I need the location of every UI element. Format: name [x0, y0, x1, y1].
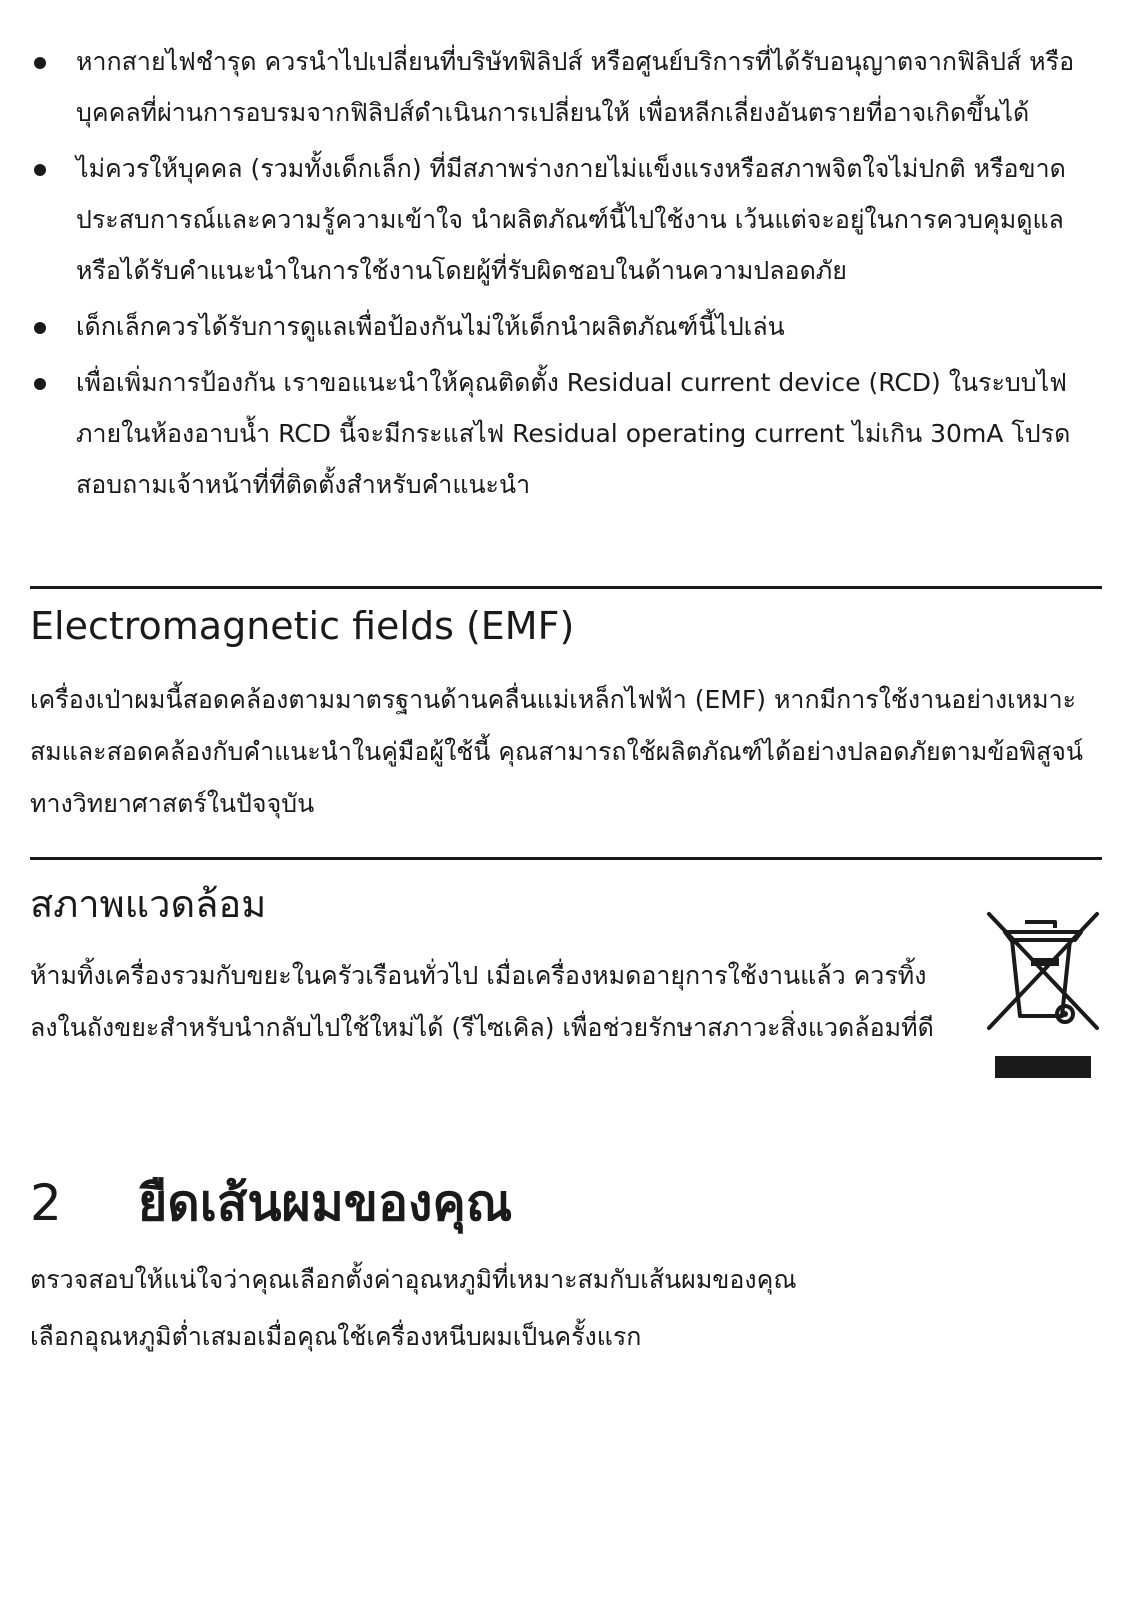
- emf-paragraph: เครื่องเป่าผมนี้สอดคล้องตามมาตรฐานด้านคลื่นแม่เหล็กไฟฟ้า (EMF) หากมีการใช้งานอย่างเหมาะสมและสอดคล้องกับคำแนะนำในคู่มือผู้ใช้นี้ คุณสามารถใช้ผลิตภัณฑ์ได้อย่างปลอดภัยตามข้อพิสูจน์ทางวิทยาศาสตร์ในปัจจุบัน: [30, 685, 1083, 818]
- safety-bullet-text: เด็กเล็กควรได้รับการดูแลเพื่อป้องกันไม่ให้เด็กนำผลิตภัณฑ์นี้ไปเล่น: [76, 312, 785, 341]
- safety-bullet: [30, 301, 1105, 352]
- chapter-line: ตรวจสอบให้แน่ใจว่าคุณเลือกตั้งค่าอุณหภูมิที่เหมาะสมกับเส้นผมของคุณ: [30, 1265, 797, 1294]
- chapter-title: ยืดเส้นผมของคุณ: [138, 1174, 513, 1232]
- safety-bullet: [30, 357, 1105, 510]
- safety-bullet-text: เพื่อเพิ่มการป้องกัน เราขอแนะนำให้คุณติดตั้ง Residual current device (RCD) ในระบบไฟภายในห้องอาบน้ำ RCD นี้จะมีกระแสไฟ Residual operating current ไม่เกิน 30mA โปรดสอบถามเจ้าหน้าที่ที่ติดตั้งสำหรับคำแนะนำ: [76, 368, 1071, 499]
- bullet-dot: [34, 322, 46, 334]
- safety-bullet: [30, 36, 1105, 138]
- section-divider: [30, 586, 1102, 589]
- environment-paragraph: ห้ามทิ้งเครื่องรวมกับขยะในครัวเรือนทั่วไป เมื่อเครื่องหมดอายุการใช้งานแล้ว ควรทิ้งลงในถังขยะสำหรับนำกลับไปใช้ใหม่ได้ (รีไซเคิล) เพื่อช่วยรักษาสภาวะสิ่งแวดล้อมที่ดี: [30, 961, 934, 1042]
- bullet-dot: [34, 57, 46, 69]
- bullet-dot: [34, 378, 46, 390]
- chapter-heading: [30, 1172, 512, 1234]
- crossed-out-wheelie-bin-icon: [985, 910, 1101, 1082]
- bullet-dot: [34, 164, 46, 176]
- section-divider: [30, 857, 1102, 860]
- chapter-number: 2: [30, 1174, 62, 1232]
- emf-heading: Electromagnetic fields (EMF): [30, 604, 575, 648]
- safety-bullet-list: [30, 36, 1105, 515]
- safety-bullet-text: หากสายไฟชำรุด ควรนำไปเปลี่ยนที่บริษัทฟิลิปส์ หรือศูนย์บริการที่ได้รับอนุญาตจากฟิลิปส์ หรือบุคคลที่ผ่านการอบรมจากฟิลิปส์ดำเนินการเปลี่ยนให้ เพื่อหลีกเลี่ยงอันตรายที่อาจเกิดขึ้นได้: [76, 47, 1075, 127]
- safety-bullet: [30, 143, 1105, 296]
- chapter-line: เลือกอุณหภูมิต่ำเสมอเมื่อคุณใช้เครื่องหนีบผมเป็นครั้งแรก: [30, 1322, 642, 1351]
- environment-heading: สภาพแวดล้อม: [30, 882, 267, 926]
- safety-bullet-text: ไม่ควรให้บุคคล (รวมทั้งเด็กเล็ก) ที่มีสภาพร่างกายไม่แข็งแรงหรือสภาพจิตใจไม่ปกติ หรือขาดประสบการณ์และความรู้ความเข้าใจ นำผลิตภัณฑ์นี้ไปใช้งาน เว้นแต่จะอยู่ในการควบคุมดูแลหรือได้รับคำแนะนำในการใช้งานโดยผู้ที่รับผิดชอบในด้านความปลอดภัย: [76, 154, 1066, 285]
